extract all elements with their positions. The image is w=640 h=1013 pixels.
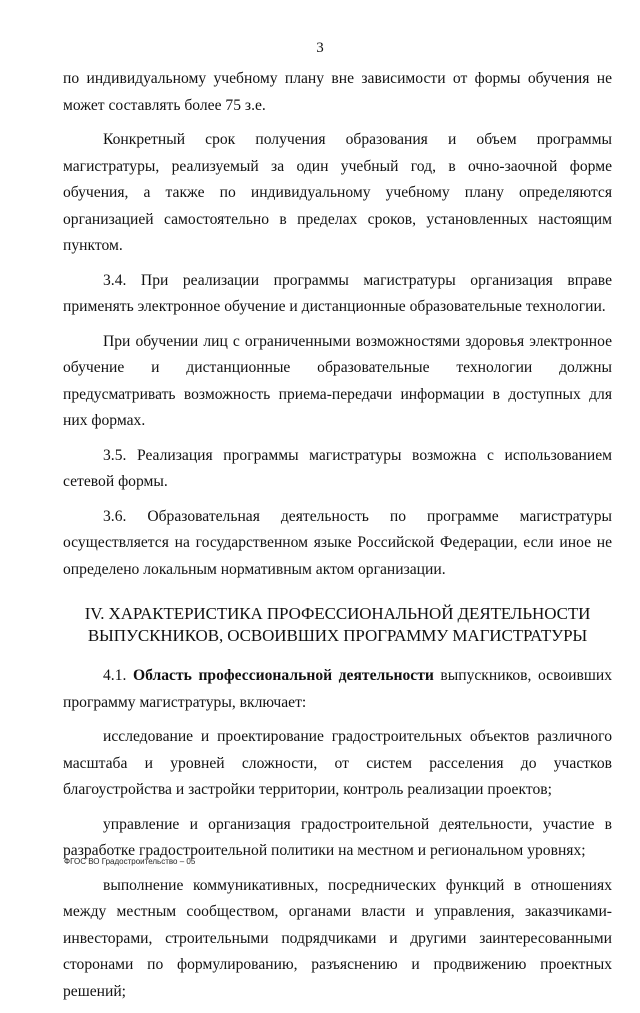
page-footer: ФГОС ВО Градостроительство – 05	[64, 857, 196, 866]
section-heading-line1: IV. ХАРАКТЕРИСТИКА ПРОФЕССИОНАЛЬНОЙ ДЕЯТЕЛЬНОСТИ	[84, 604, 591, 623]
paragraph-3-4: 3.4. При реализации программы магистратуры организация вправе применять электронное обучение и дистанционные образовательные технологии.	[63, 271, 612, 315]
paragraph-disabilities: При обучении лиц с ограниченными возможностями здоровья электронное обучение и дистанционные образовательные технологии должны предусматривать возможность приема-передачи информации в доступных для них формах.	[63, 332, 612, 429]
list-item-research: исследование и проектирование градостроительных объектов различного масштаба и уровней сложности, от систем расселения до участков благоустройства и застройки территории, контроль реализации проектов;	[63, 728, 612, 798]
page-number: 3	[316, 40, 324, 56]
paragraph-3-5: 3.5. Реализация программы магистратуры возможна с использованием сетевой формы.	[63, 446, 612, 490]
list-item-communication: выполнение коммуникативных, посреднических функций в отношениях между местным сообществом, органами власти и управления, заказчиками-инвесторами, строительными подрядчиками и другими заинтересованными сторонами по формулированию, разъяснению и продвижению проектных решений;	[63, 876, 612, 1000]
section-heading-line2: ВЫПУСКНИКОВ, ОСВОИВШИХ ПРОГРАММУ МАГИСТРАТУРЫ	[87, 626, 588, 645]
list-item-management: управление и организация градостроительной деятельности, участие в разработке градостроительной политики на местном и региональном уровнях;	[63, 815, 612, 859]
paragraph-continuation: по индивидуальному учебному плану вне зависимости от формы обучения не может составлять более 75 з.е.	[63, 70, 612, 114]
paragraph-study-period: Конкретный срок получения образования и объем программы магистратуры, реализуемый за один учебный год, в очно-заочной форме обучения, а также по индивидуальному учебному плану определяются организацией самостоятельно в пределах сроков, установленных настоящим пунктом.	[63, 131, 612, 254]
clause-number: 4.1.	[103, 667, 127, 684]
paragraph-3-6: 3.6. Образовательная деятельность по программе магистратуры осуществляется на государственном языке Российской Федерации, если иное не определено локальным нормативным актом организации.	[63, 507, 612, 578]
section-heading	[63, 603, 612, 647]
paragraph-4-1-rest: выпускников, освоивших программу магистратуры, включает:	[63, 667, 613, 711]
paragraph-4-1	[63, 663, 612, 716]
bold-term: Область профессиональной деятельности	[132, 667, 434, 684]
document-body	[63, 66, 612, 1013]
